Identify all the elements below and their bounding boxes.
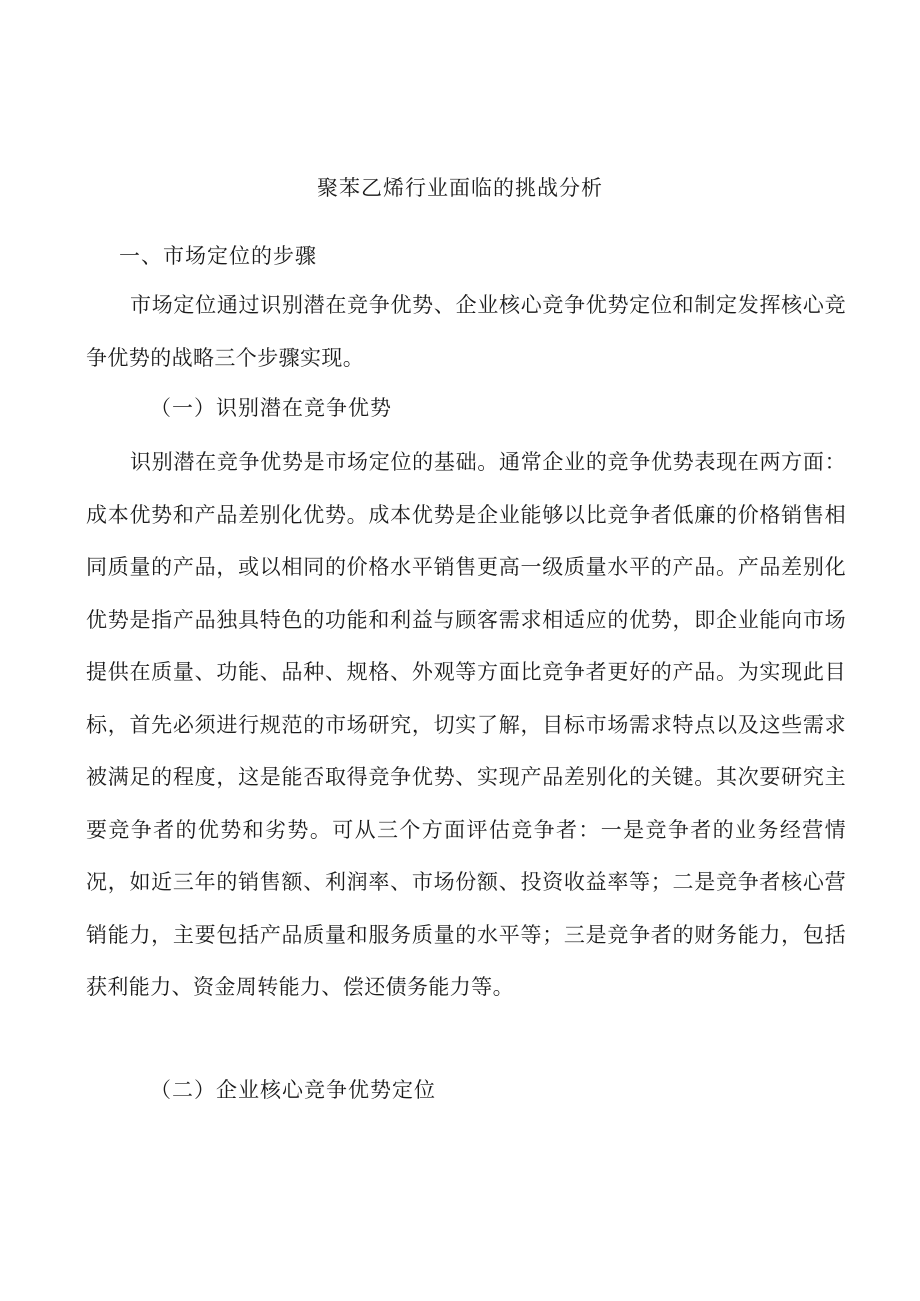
document-title: 聚苯乙烯行业面临的挑战分析 bbox=[317, 176, 603, 200]
section-intro-paragraph: 市场定位通过识别潜在竞争优势、企业核心竞争优势定位和制定发挥核心竞争优势的战略三个步骤实现。 bbox=[86, 293, 846, 370]
subsection-heading-identify-advantages: （一）识别潜在竞争优势 bbox=[150, 396, 392, 420]
subsection-body-paragraph: 识别潜在竞争优势是市场定位的基础。通常企业的竞争优势表现在两方面：成本优势和产品差别化优势。成本优势是企业能够以比竞争者低廉的价格销售相同质量的产品，或以相同的价格水平销售更高一级质量水平的产品。产品差别化优势是指产品独具特色的功能和利益与顾客需求相适应的优势，即企业能向市场提供在质量、功能、品种、规格、外观等方面比竞争者更好的产品。为实现此目标，首先必须进行规范的市场研究，切实了解，目标市场需求特点以及这些需求被满足的程度，这是能否取得竞争优势、实现产品差别化的关键。其次要研究主要竞争者的优势和劣势。可从三个方面评估竞争者：一是竞争者的业务经营情况，如近三年的销售额、利润率、市场份额、投资收益率等；二是竞争者核心营销能力，主要包括产品质量和服务质量的水平等；三是竞争者的财务能力，包括获利能力、资金周转能力、偿还债务能力等。 bbox=[86, 450, 846, 999]
subsection-heading-core-advantage-positioning: （二）企业核心竞争优势定位 bbox=[150, 1078, 436, 1102]
section-heading-market-positioning-steps: 一、市场定位的步骤 bbox=[119, 244, 317, 268]
